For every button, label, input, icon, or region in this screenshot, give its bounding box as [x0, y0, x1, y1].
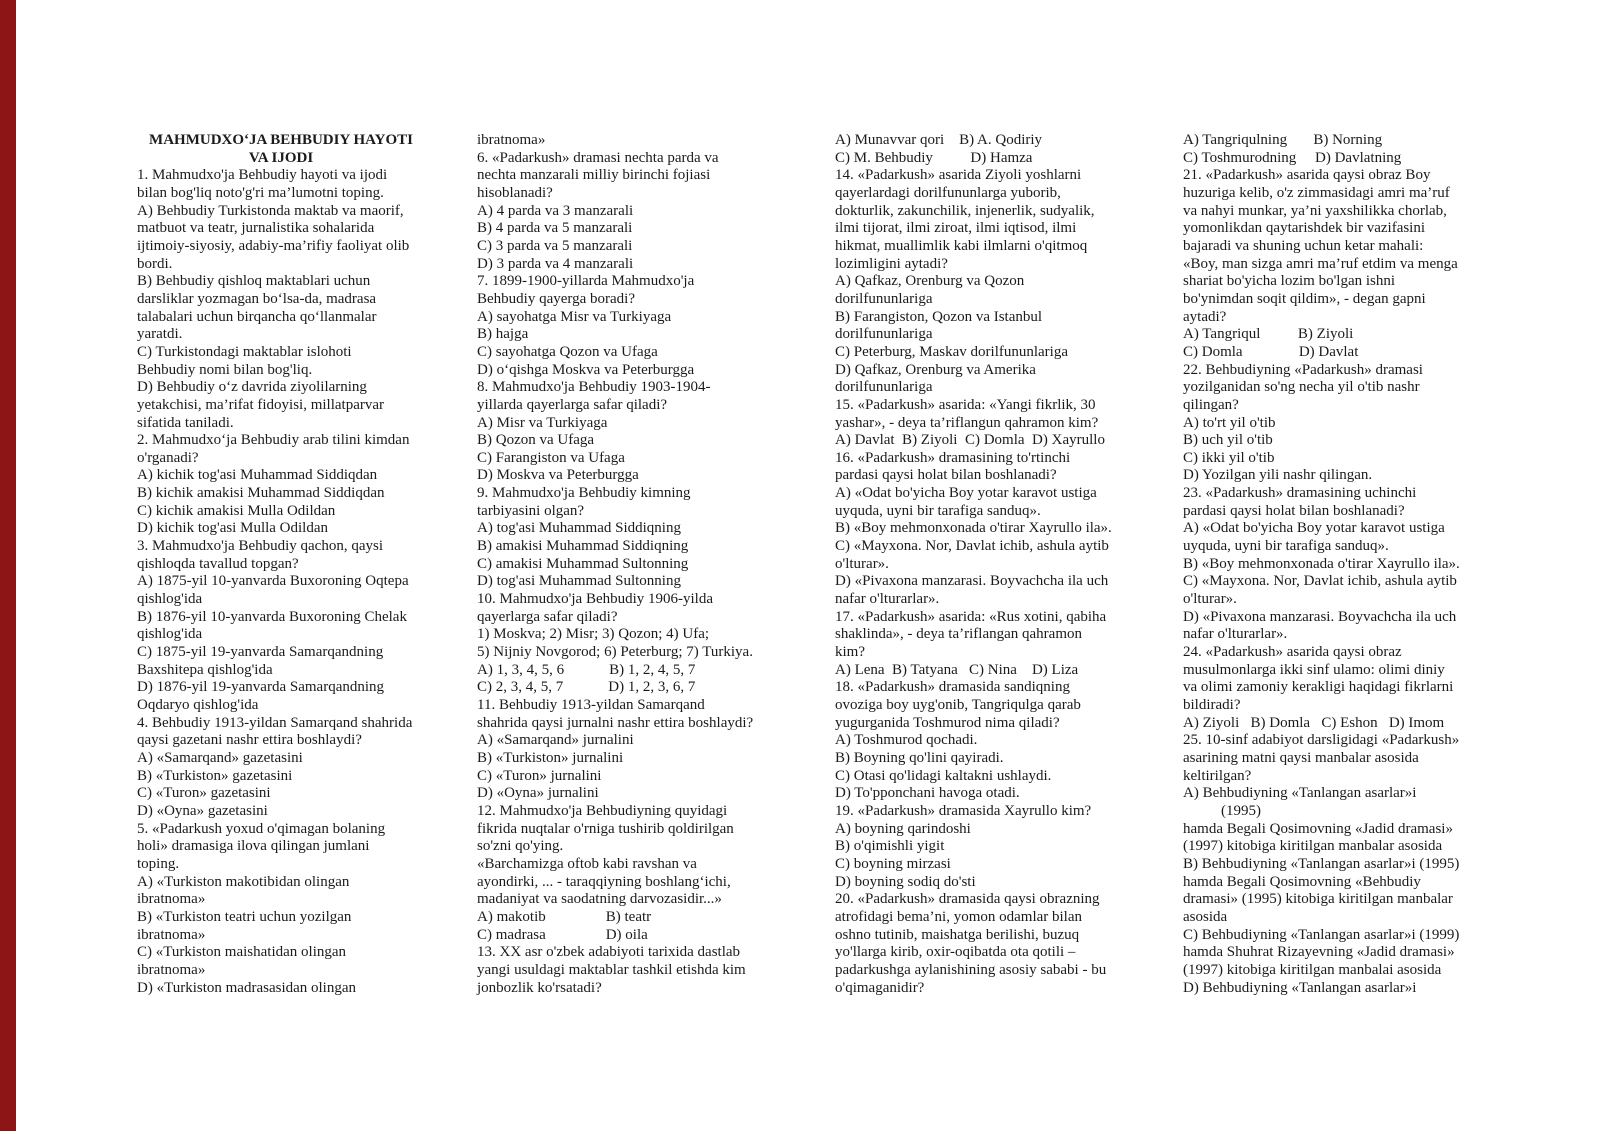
text-line: 2. Mahmudxoʻja Behbudiy arab tilini kimdan — [137, 432, 410, 449]
text-line: o'rganadi? — [137, 449, 199, 466]
text-line: A) Behbudiyning «Tanlangan asarlar»i — [1183, 785, 1417, 802]
text-line: D) Qafkaz, Orenburg va Amerika — [835, 361, 1036, 378]
text-line: «Boy, man sizga amri ma’ruf etdim va menga — [1183, 255, 1458, 272]
text-line: qaysi gazetani nashr ettira boshlaydi? — [137, 732, 362, 749]
text-line: B) amakisi Muhammad Siddiqning — [477, 538, 689, 555]
text-line: B) uch yil o'tib — [1183, 432, 1273, 449]
text-line: C) Otasi qo'lidagi kaltakni ushlaydi. — [835, 767, 1052, 784]
text-line: D) «Turkiston madrasasidan olingan — [137, 979, 357, 996]
text-line: yozilganidan so'ng necha yil o'tib nashr — [1183, 379, 1420, 396]
text-line: jonbozlik ko'rsatadi? — [477, 979, 602, 996]
text-line: D) 3 parda va 4 manzarali — [477, 255, 634, 272]
text-line: madaniyat va saodatning darvozasidir...» — [477, 891, 722, 908]
text-line: qishlog'ida — [137, 626, 203, 643]
text-line: padarkushga aylanishining asosiy sababi - bu — [835, 961, 1107, 978]
text-line: (1995) — [1221, 802, 1261, 819]
text-line: D) boyning sodiq do'sti — [835, 873, 976, 890]
text-line: 1. Mahmudxo'ja Behbudiy hayoti va ijodi — [137, 167, 388, 184]
text-line: qilingan? — [1183, 396, 1239, 413]
text-line: A) Toshmurod qochadi. — [835, 732, 978, 749]
text-line: 12. Mahmudxo'ja Behbudiyning quyidagi — [477, 802, 728, 819]
text-line: hisoblanadi? — [477, 184, 553, 201]
text-line: 20. «Padarkush» dramasida qaysi obrazning — [835, 891, 1100, 908]
text-line: ibratnoma» — [137, 891, 206, 908]
text-line: B) Farangiston, Qozon va Istanbul — [835, 308, 1043, 325]
text-line: B) Behbudiyning «Tanlangan asarlar»i (1995) — [1183, 855, 1460, 872]
text-line: C) ikki yil o'tib — [1183, 449, 1275, 466]
left-margin-stripe — [0, 0, 16, 1131]
text-line: Baxshitepa qishlog'ida — [137, 661, 273, 678]
text-line: darsliklar yozmagan boʻlsa-da, madrasa — [137, 290, 377, 307]
document-title-line: VA IJODI — [248, 149, 314, 166]
text-column — [477, 132, 765, 997]
text-line: A) tog'asi Muhammad Siddiqning — [477, 520, 681, 537]
document-title-line: MAHMUDXOʻJA BEHBUDIY HAYOTI — [149, 132, 413, 148]
text-line: 5) Nijniy Novgorod; 6) Peterburg; 7) Turkiya. — [477, 644, 753, 661]
text-line: 17. «Padarkush» asarida: «Rus xotini, qabiha — [835, 608, 1107, 625]
text-line: yo'llarga kirib, oxir-oqibatda ota qotili – — [835, 944, 1076, 961]
text-line: A) Tangriqulning B) Norning — [1183, 132, 1383, 148]
text-line: dorilfununlariga — [835, 290, 933, 307]
text-line: «Barchamizga oftob kabi ravshan va — [477, 855, 697, 872]
text-line: dramasi» (1995) kitobiga kiritilgan manbalar — [1183, 891, 1453, 908]
text-line: B) Boyning qo'lini qayiradi. — [835, 749, 1004, 766]
text-line: B) 1876-yil 10-yanvarda Buxoroning Chelak — [137, 608, 407, 625]
text-line: C) amakisi Muhammad Sultonning — [477, 555, 689, 572]
text-line: B) «Boy mehmonxonada o'tirar Xayrullo ila». — [835, 520, 1112, 537]
text-line: A) Tangriqul B) Ziyoli — [1183, 326, 1354, 343]
text-line: A) kichik tog'asi Muhammad Siddiqdan — [137, 467, 378, 484]
text-line: C) «Turon» jurnalini — [477, 767, 602, 784]
text-line: A) Misr va Turkiyaga — [477, 414, 608, 431]
text-line: A) «Odat bo'yicha Boy yotar karavot ustiga — [835, 485, 1097, 502]
text-line: A) «Turkiston makotibidan olingan — [137, 873, 350, 890]
text-line: (1997) kitobiga kiritilgan manbalai asosida — [1183, 961, 1442, 978]
text-line: yashar», - deya ta’riflangun qahramon kim? — [835, 414, 1099, 431]
text-line: C) kichik amakisi Mulla Odildan — [137, 502, 336, 519]
text-line: A) Behbudiy Turkistonda maktab va maorif, — [137, 202, 404, 219]
text-line: 16. «Padarkush» dramasining to'rtinchi — [835, 449, 1071, 466]
text-line: yomonlikdan qaytarishdek bir vazifasini — [1183, 220, 1426, 237]
text-line: matbuot va teatr, jurnalistika sohalarida — [137, 220, 375, 237]
text-line: 3. Mahmudxo'ja Behbudiy qachon, qaysi — [137, 538, 383, 555]
text-line: D) tog'asi Muhammad Sultonning — [477, 573, 681, 590]
text-line: shaklinda», - deya ta’riflangan qahramon — [835, 626, 1082, 643]
text-line: kim? — [835, 644, 865, 661]
text-line: B) Qozon va Ufaga — [477, 432, 595, 449]
text-line: D) kichik tog'asi Mulla Odildan — [137, 520, 329, 537]
text-line: A) Munavvar qori B) A. Qodiriy — [835, 132, 1043, 148]
text-line: bilan bog'liq noto'g'ri ma’lumotni toping. — [137, 184, 384, 201]
text-line: 7. 1899-1900-yillarda Mahmudxo'ja — [477, 273, 695, 290]
text-line: 19. «Padarkush» dramasida Xayrullo kim? — [835, 802, 1092, 819]
text-line: va olimi zamoniy kerakligi haqidagi fikrlarni — [1183, 679, 1454, 696]
text-line: B) Behbudiy qishloq maktablari uchun — [137, 273, 371, 290]
text-line: C) Turkistondagi maktablar islohoti — [137, 343, 352, 360]
text-line: hamda Begali Qosimovning «Jadid dramasi» — [1183, 820, 1453, 837]
text-line: A) «Odat bo'yicha Boy yotar karavot ustiga — [1183, 520, 1445, 537]
text-line: uyquda, uyni bir tarafiga sanduq». — [835, 502, 1041, 519]
text-line: sifatida taniladi. — [137, 414, 234, 431]
text-line: A) sayohatga Misr va Turkiyaga — [477, 308, 672, 325]
text-line: B) «Turkiston teatri uchun yozilgan — [137, 908, 352, 925]
text-line: D) «Pivaxona manzarasi. Boyvachcha ila uch — [835, 573, 1109, 590]
text-line: B) kichik amakisi Muhammad Siddiqdan — [137, 485, 385, 502]
text-line: so'zni qo'ying. — [477, 838, 564, 855]
text-line: aytadi? — [1183, 308, 1227, 325]
text-line: lozimligini aytadi? — [835, 255, 948, 272]
text-line: A) Davlat B) Ziyoli C) Domla D) Xayrullo — [835, 432, 1105, 449]
text-line: Behbudiy nomi bilan bog'liq. — [137, 361, 313, 378]
text-line: uyquda, uyni bir tarafiga sanduq». — [1183, 538, 1389, 555]
text-line: 6. «Padarkush» dramasi nechta parda va — [477, 149, 719, 166]
text-line: (1997) kitobiga kiritilgan manbalar asosida — [1183, 838, 1443, 855]
text-line: 24. «Padarkush» asarida qaysi obraz — [1183, 644, 1402, 661]
text-line: pardasi qaysi holat bilan boshlanadi? — [835, 467, 1057, 484]
text-line: o'qimaganidir? — [835, 979, 925, 996]
text-line: keltirilgan? — [1183, 767, 1252, 784]
text-line: ibratnoma» — [477, 132, 546, 148]
text-line: 1) Moskva; 2) Misr; 3) Qozon; 4) Ufa; — [477, 626, 710, 643]
text-line: yugurganida Toshmurod nima qiladi? — [835, 714, 1060, 731]
text-line: Behbudiy qayerga boradi? — [477, 290, 636, 307]
text-line: D) To'pponchani havoga otadi. — [835, 785, 1020, 802]
text-line: A) to'rt yil o'tib — [1183, 414, 1276, 431]
text-line: D) «Oyna» jurnalini — [477, 785, 599, 802]
text-line: qayerlarga safar qiladi? — [477, 608, 618, 625]
text-line: shariat bo'yicha lozim bo'lgan ishni — [1183, 273, 1396, 290]
text-line: qayerlardagi dorilfununlarga yuborib, — [835, 184, 1061, 201]
text-line: atrofidagi bema’ni, yomon odamlar bilan — [835, 908, 1083, 925]
text-line: C) «Mayxona. Nor, Davlat ichib, ashula aytib — [1183, 573, 1457, 590]
text-line: nafar o'lturarlar». — [1183, 626, 1288, 643]
text-line: yillarda qayerlarga safar qiladi? — [477, 396, 668, 413]
text-line: asosida — [1183, 908, 1228, 925]
text-line: o'lturar». — [1183, 591, 1237, 608]
text-line: C) Behbudiyning «Tanlangan asarlar»i (1999) — [1183, 926, 1460, 943]
text-line: toping. — [137, 855, 180, 872]
text-line: C) «Turkiston maishatidan olingan — [137, 944, 347, 961]
text-line: C) boyning mirzasi — [835, 855, 951, 872]
text-line: C) madrasa D) oila — [477, 926, 648, 943]
text-line: B) «Turkiston» gazetasini — [137, 767, 293, 784]
text-line: 10. Mahmudxo'ja Behbudiy 1906-yilda — [477, 591, 714, 608]
text-line: C) 2, 3, 4, 5, 7 D) 1, 2, 3, 6, 7 — [477, 679, 696, 696]
text-line: Oqdaryo qishlog'ida — [137, 697, 259, 713]
text-column — [1183, 132, 1471, 997]
text-line: 5. «Padarkush yoxud o'qimagan bolaning — [137, 820, 386, 837]
text-line: shahrida qaysi jurnalni nashr ettira boshlaydi? — [477, 714, 754, 731]
text-line: D) oʻqishga Moskva va Peterburgga — [477, 361, 695, 378]
text-line: o'lturar». — [835, 555, 889, 572]
text-line: bildiradi? — [1183, 697, 1241, 713]
text-line: A) Qafkaz, Orenburg va Qozon — [835, 273, 1025, 290]
text-line: musulmonlarga ikki sinf ulamo: olimi diniy — [1183, 661, 1445, 678]
text-line: A) boyning qarindoshi — [835, 820, 971, 837]
text-line: tarbiyasini olgan? — [477, 502, 585, 519]
text-line: fikrida nuqtalar o'rniga tushirib qoldirilgan — [477, 820, 734, 837]
text-line: D) Moskva va Peterburgga — [477, 467, 639, 484]
text-line: 18. «Padarkush» dramasida sandiqning — [835, 679, 1070, 696]
text-line: yangi usuldagi maktablar tashkil etishda kim — [477, 961, 746, 978]
text-line: A) Ziyoli B) Domla C) Eshon D) Imom — [1183, 714, 1445, 731]
text-line: hamda Shuhrat Rizayevning «Jadid dramasi» — [1183, 944, 1455, 961]
text-line: holi» dramasiga ilova qilingan jumlani — [137, 838, 370, 855]
text-line: bajaradi va shuning uchun ketar mahali: — [1183, 237, 1424, 254]
text-column — [137, 132, 425, 997]
text-line: B) o'qimishli yigit — [835, 838, 945, 855]
text-line: ijtimoiy-siyosiy, adabiy-ma’rifiy faoliyat olib — [137, 237, 410, 254]
text-line: ibratnoma» — [137, 961, 206, 978]
text-line: D) «Oyna» gazetasini — [137, 802, 268, 819]
text-line: huzuriga kelib, o'z zimmasidagi amri ma’ruf — [1183, 184, 1450, 201]
text-line: 25. 10-sinf adabiyot darsligidagi «Padarkush» — [1183, 732, 1460, 749]
text-line: ibratnoma» — [137, 926, 206, 943]
text-line: 22. Behbudiyning «Padarkush» dramasi — [1183, 361, 1423, 378]
text-line: 21. «Padarkush» asarida qaysi obraz Boy — [1183, 167, 1431, 184]
text-line: A) 1, 3, 4, 5, 6 B) 1, 2, 4, 5, 7 — [477, 661, 696, 678]
text-line: B) «Turkiston» jurnalini — [477, 749, 624, 766]
text-line: C) M. Behbudiy D) Hamza — [835, 149, 1033, 166]
text-line: hamda Begali Qosimovning «Behbudiy — [1183, 873, 1421, 890]
text-line: D) Behbudiy oʻz davrida ziyolilarning — [137, 379, 367, 396]
text-line: C) sayohatga Qozon va Ufaga — [477, 343, 658, 360]
text-line: ilmi tijorat, ilmi ziroat, ilmi iqtisod, ilmi — [835, 220, 1077, 237]
text-line: pardasi qaysi holat bilan boshlanadi? — [1183, 502, 1405, 519]
text-line: C) «Turon» gazetasini — [137, 785, 271, 802]
text-line: hikmat, muallimlik kabi ilmlarni o'qitmoq — [835, 237, 1088, 254]
text-line: D) «Pivaxona manzarasi. Boyvachcha ila uch — [1183, 608, 1457, 625]
text-line: A) 4 parda va 3 manzarali — [477, 202, 634, 219]
text-line: dorilfununlariga — [835, 379, 933, 396]
text-line: C) 3 parda va 5 manzarali — [477, 237, 633, 254]
text-line: 9. Mahmudxo'ja Behbudiy kimning — [477, 485, 691, 502]
text-line: dorilfununlariga — [835, 326, 933, 343]
text-line: dokturlik, zakunchilik, injenerlik, sudyalik, — [835, 202, 1095, 219]
text-column — [835, 132, 1123, 997]
text-line: C) 1875-yil 19-yanvarda Samarqandning — [137, 644, 384, 661]
text-line: qishloqda tavallud topgan? — [137, 555, 299, 572]
text-line: 14. «Padarkush» asarida Ziyoli yoshlarni — [835, 167, 1082, 184]
text-line: C) Peterburg, Maskav dorilfununlariga — [835, 343, 1069, 360]
text-line: D) Yozilgan yili nashr qilingan. — [1183, 467, 1373, 484]
text-line: D) Behbudiyning «Tanlangan asarlar»i — [1183, 979, 1417, 996]
text-line: bo'ynimdan soqit qildim», - degan gapni — [1183, 290, 1426, 307]
text-line: qishlog'ida — [137, 591, 203, 608]
text-line: B) 4 parda va 5 manzarali — [477, 220, 633, 237]
text-line: C) Farangiston va Ufaga — [477, 449, 625, 466]
text-line: A) «Samarqand» jurnalini — [477, 732, 634, 749]
text-line: 8. Mahmudxo'ja Behbudiy 1903-1904- — [477, 379, 711, 396]
text-line: 4. Behbudiy 1913-yildan Samarqand shahrida — [137, 714, 413, 731]
text-line: A) Lena B) Tatyana C) Nina D) Liza — [835, 661, 1079, 678]
text-line: talabalari uchun birqancha qoʻllanmalar — [137, 308, 377, 325]
text-line: A) makotib B) teatr — [477, 908, 652, 925]
text-line: ovoziga boy uyg'onib, Tangriqulga qarab — [835, 697, 1081, 713]
text-line: C) «Mayxona. Nor, Davlat ichib, ashula aytib — [835, 538, 1109, 555]
text-line: va nahyi munkar, ya’ni yaxshilikka chorlab, — [1183, 202, 1447, 219]
text-line: nafar o'lturarlar». — [835, 591, 940, 608]
text-line: yetakchisi, ma’rifat fidoyisi, millatparvar — [137, 396, 385, 413]
text-line: D) 1876-yil 19-yanvarda Samarqandning — [137, 679, 385, 696]
text-line: B) «Boy mehmonxonada o'tirar Xayrullo ila». — [1183, 555, 1460, 572]
text-line: oshno tutinib, maishatga berilishi, buzuq — [835, 926, 1080, 943]
text-line: yaratdi. — [137, 326, 183, 343]
text-line: 23. «Padarkush» dramasining uchinchi — [1183, 485, 1417, 502]
text-line: C) Domla D) Davlat — [1183, 343, 1359, 360]
text-line: bordi. — [137, 255, 173, 272]
text-line: C) Toshmurodning D) Davlatning — [1183, 149, 1402, 166]
text-line: 11. Behbudiy 1913-yildan Samarqand — [477, 697, 705, 713]
text-line: nechta manzarali milliy birinchi fojiasi — [477, 167, 711, 184]
text-line: 15. «Padarkush» asarida: «Yangi fikrlik, 30 — [835, 396, 1096, 413]
text-line: B) hajga — [477, 326, 529, 343]
text-line: 13. XX asr o'zbek adabiyoti tarixida dastlab — [477, 944, 741, 961]
text-line: A) 1875-yil 10-yanvarda Buxoroning Oqtepa — [137, 573, 409, 590]
text-line: asarining matni qaysi manbalar asosida — [1183, 749, 1419, 766]
text-line: ayondirki, ... - taraqqiyning boshlangʻichi, — [477, 873, 731, 890]
text-line: A) «Samarqand» gazetasini — [137, 749, 303, 766]
